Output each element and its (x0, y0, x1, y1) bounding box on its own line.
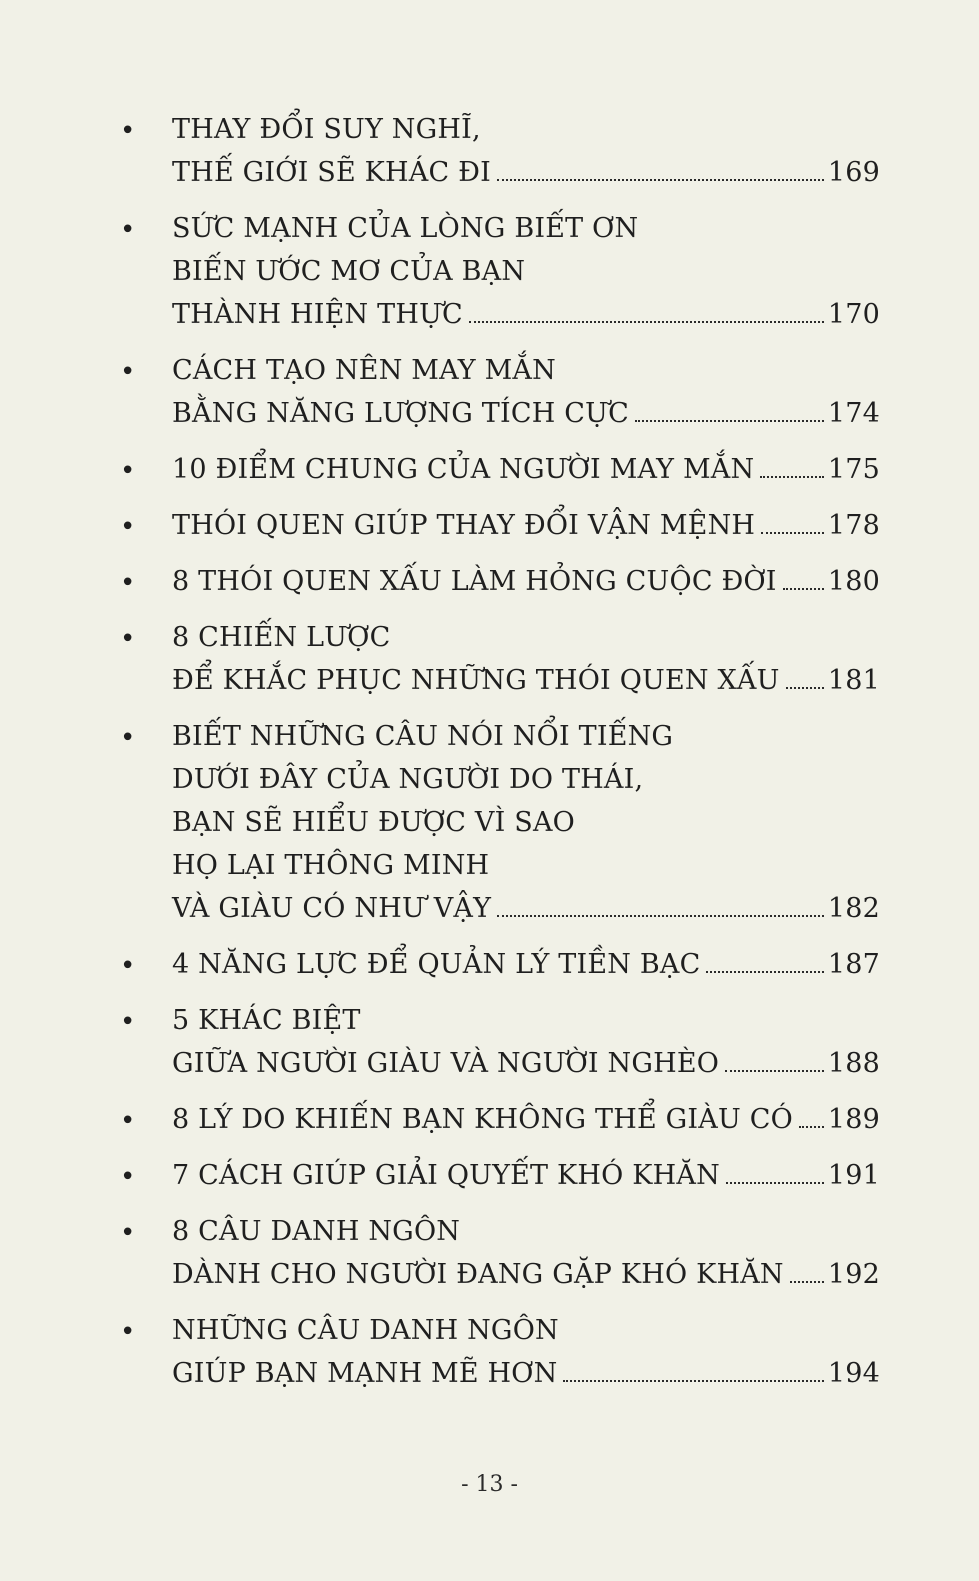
toc-entry-title-line: 8 THÓI QUEN XẤU LÀM HỎNG CUỘC ĐỜI (172, 566, 777, 597)
toc-entry-title-line: 8 CHIẾN LƯỢC (172, 622, 391, 653)
toc-entry-title-line: BIẾN ƯỚC MƠ CỦA BẠN (172, 256, 526, 287)
toc-entry-page-number: 175 (827, 454, 880, 485)
toc-entry-last-line (172, 560, 880, 603)
toc-entry-title-line: NHỮNG CÂU DANH NGÔN (172, 1315, 559, 1346)
toc-entry (120, 207, 880, 336)
toc-entry (120, 1309, 880, 1395)
toc-entry-page-number: 181 (827, 665, 880, 696)
table-of-contents (120, 108, 880, 1408)
toc-entry-title-line: BẰNG NĂNG LƯỢNG TÍCH CỰC (172, 398, 629, 429)
bullet-icon: • (120, 512, 136, 542)
toc-entry (120, 1098, 880, 1141)
page-number: - 13 - (461, 1472, 518, 1497)
toc-entry-title-line: ĐỂ KHẮC PHỤC NHỮNG THÓI QUEN XẤU (172, 665, 780, 696)
toc-entry-page-number: 170 (827, 299, 880, 330)
toc-entry (120, 616, 880, 702)
toc-entry (120, 715, 880, 930)
dot-leader (783, 588, 824, 590)
toc-entry-page-number: 169 (827, 157, 880, 188)
toc-entry-title-line: HỌ LẠI THÔNG MINH (172, 850, 490, 881)
toc-entry-last-line (172, 1352, 880, 1395)
dot-leader (786, 687, 824, 689)
bullet-icon: • (120, 215, 136, 245)
toc-entry-title-line: VÀ GIÀU CÓ NHƯ VẬY (172, 893, 492, 924)
bullet-icon: • (120, 1007, 136, 1037)
bullet-icon: • (120, 624, 136, 654)
toc-entry-last-line (172, 659, 880, 702)
toc-entry (120, 1154, 880, 1197)
dot-leader (799, 1126, 824, 1128)
toc-entry-title-line: BIẾT NHỮNG CÂU NÓI NỔI TIẾNG (172, 721, 674, 752)
toc-entry-title-line: THÓI QUEN GIÚP THAY ĐỔI VẬN MỆNH (172, 510, 756, 541)
toc-entry-title-line: GIỮA NGƯỜI GIÀU VÀ NGƯỜI NGHÈO (172, 1048, 720, 1079)
toc-entry-page-number: 189 (827, 1104, 880, 1135)
toc-entry-title-line: BẠN SẼ HIỂU ĐƯỢC VÌ SAO (172, 807, 575, 838)
dot-leader (497, 179, 824, 181)
toc-entry-last-line (172, 887, 880, 930)
toc-entry-page-number: 192 (827, 1259, 880, 1290)
bullet-icon: • (120, 1218, 136, 1248)
toc-entry-page-number: 188 (827, 1048, 880, 1079)
toc-entry (120, 560, 880, 603)
dot-leader (706, 971, 823, 973)
bullet-icon: • (120, 357, 136, 387)
dot-leader (761, 532, 824, 534)
toc-entry-last-line (172, 1253, 880, 1296)
toc-entry-last-line (172, 293, 880, 336)
bullet-icon: • (120, 456, 136, 486)
toc-entry-last-line (172, 1098, 880, 1141)
toc-entry-title-line: SỨC MẠNH CỦA LÒNG BIẾT ƠN (172, 213, 639, 244)
toc-entry-title-line: 7 CÁCH GIÚP GIẢI QUYẾT KHÓ KHĂN (172, 1160, 720, 1191)
toc-entry (120, 448, 880, 491)
bullet-icon: • (120, 951, 136, 981)
toc-entry-title-line: 8 LÝ DO KHIẾN BẠN KHÔNG THỂ GIÀU CÓ (172, 1104, 793, 1135)
toc-entry-last-line (172, 448, 880, 491)
toc-entry (120, 1210, 880, 1296)
toc-entry-title-line: THẾ GIỚI SẼ KHÁC ĐI (172, 157, 491, 188)
toc-entry-title-line: CÁCH TẠO NÊN MAY MẮN (172, 355, 556, 386)
toc-entry-last-line (172, 392, 880, 435)
toc-entry-last-line (172, 504, 880, 547)
toc-entry-page-number: 174 (827, 398, 880, 429)
toc-entry-title-line: 5 KHÁC BIỆT (172, 1005, 361, 1036)
toc-entry-title-line: THÀNH HIỆN THỰC (172, 299, 463, 330)
toc-entry (120, 108, 880, 194)
toc-entry (120, 349, 880, 435)
dot-leader (635, 420, 824, 422)
dot-leader (760, 476, 824, 478)
bullet-icon: • (120, 1106, 136, 1136)
toc-entry-page-number: 194 (827, 1358, 880, 1389)
dot-leader (725, 1070, 824, 1072)
toc-entry-last-line (172, 1154, 880, 1197)
toc-entry-page-number: 182 (827, 893, 880, 924)
toc-entry-title-line: DÀNH CHO NGƯỜI ĐANG GẶP KHÓ KHĂN (172, 1259, 784, 1290)
toc-entry-last-line (172, 943, 880, 986)
bullet-icon: • (120, 723, 136, 753)
toc-entry-title-line: THAY ĐỔI SUY NGHĨ, (172, 114, 481, 145)
toc-entry-page-number: 191 (827, 1160, 880, 1191)
bullet-icon: • (120, 116, 136, 146)
toc-entry (120, 504, 880, 547)
toc-entry-page-number: 187 (827, 949, 880, 980)
dot-leader (563, 1380, 823, 1382)
dot-leader (497, 915, 824, 917)
bullet-icon: • (120, 1162, 136, 1192)
dot-leader (790, 1281, 824, 1283)
toc-entry (120, 943, 880, 986)
toc-entry-title-line: DƯỚI ĐÂY CỦA NGƯỜI DO THÁI, (172, 764, 644, 795)
toc-entry-title-line: 8 CÂU DANH NGÔN (172, 1216, 461, 1247)
toc-entry-title-line: GIÚP BẠN MẠNH MẼ HƠN (172, 1358, 558, 1389)
toc-entry-page-number: 178 (827, 510, 880, 541)
bullet-icon: • (120, 1317, 136, 1347)
bullet-icon: • (120, 568, 136, 598)
toc-entry-page-number: 180 (827, 566, 880, 597)
dot-leader (726, 1182, 824, 1184)
toc-entry (120, 999, 880, 1085)
toc-entry-title-line: 4 NĂNG LỰC ĐỂ QUẢN LÝ TIỀN BẠC (172, 949, 701, 980)
toc-entry-last-line (172, 1042, 880, 1085)
dot-leader (469, 321, 824, 323)
toc-entry-title-line: 10 ĐIỂM CHUNG CỦA NGƯỜI MAY MẮN (172, 454, 755, 485)
toc-entry-last-line (172, 151, 880, 194)
